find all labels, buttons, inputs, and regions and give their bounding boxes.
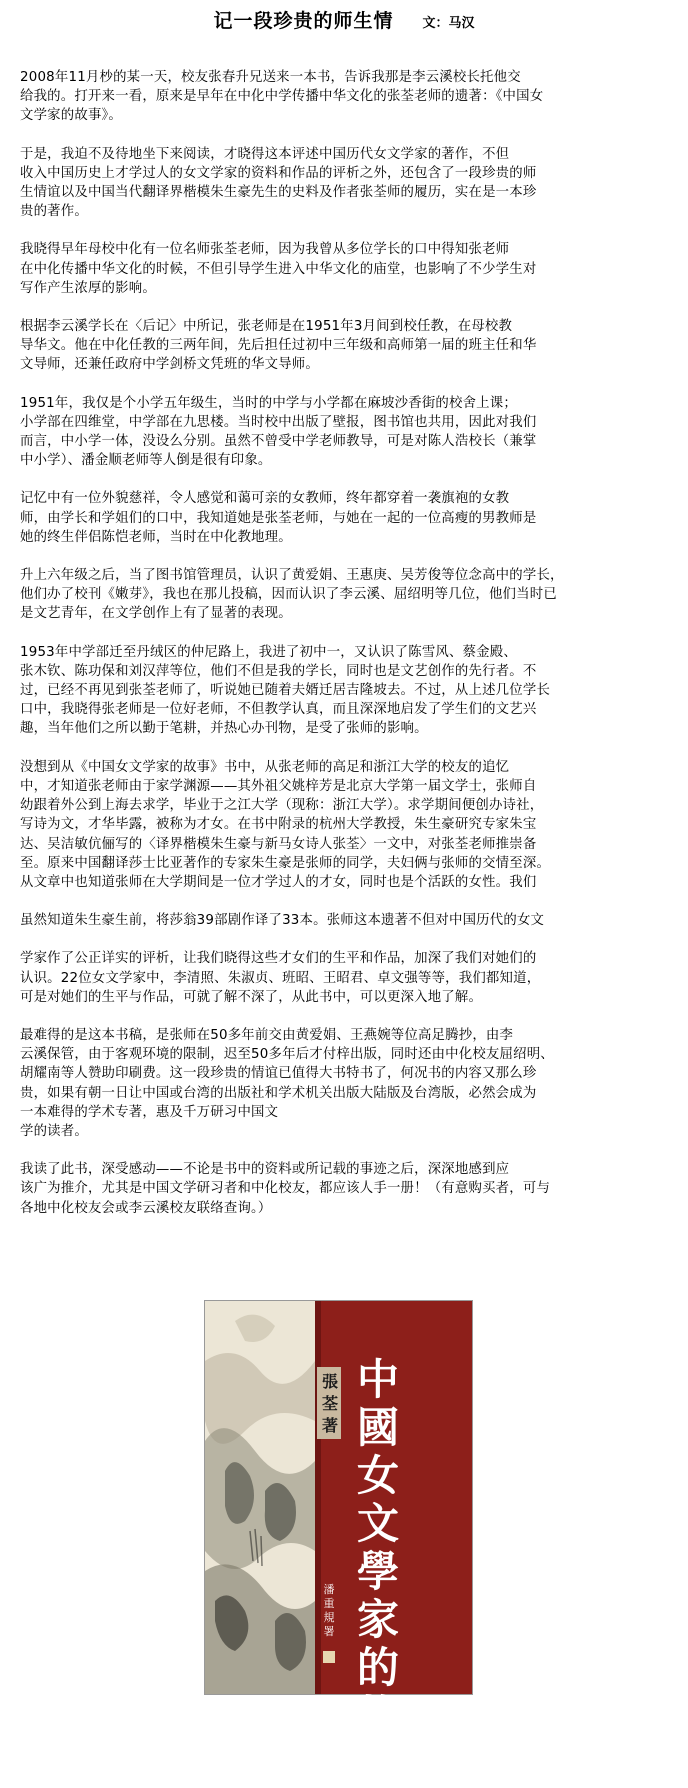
cover-title	[349, 1356, 407, 1788]
article-paragraph	[20, 145, 672, 222]
article-paragraph	[20, 911, 672, 930]
article-body	[20, 68, 672, 1237]
paragraph-line: 升上六年级之后，当了图书馆管理员，认识了黄爱娟、王惠庚、吴芳俊等位念高中的学长，	[20, 568, 564, 584]
paragraph-line: 学家作了公正详实的评析，让我们晓得这些才女们的生平和作品，加深了我们对她们的	[20, 951, 537, 967]
paragraph-line: 该广为推介，尤其是中国文学研习者和中化校友，都应该人手一册！（有意购买者，可与	[20, 1181, 551, 1197]
paragraph-line: 根据李云溪学长在〈后记〉中所记，张老师是在1951年3月间到校任教，在母校教	[20, 319, 513, 335]
paragraph-line: 达、吴洁敏伉俪写的〈译界楷模朱生豪与新马女诗人张荃〉一文中，对张荃老师推崇备	[20, 836, 537, 852]
paragraph-line: 于是，我迫不及待地坐下来阅读，才晓得这本评述中国历代女文学家的著作，不但	[20, 146, 510, 162]
paragraph-line: 文导师，还兼任政府中学剑桥文凭班的华文导师。	[20, 357, 319, 373]
paragraph-line: 她的终生伴侣陈恺老师，当时在中化教地理。	[20, 529, 292, 545]
paragraph-line: 我晓得早年母校中化有一位名师张荃老师，因为我曾从多位学长的口中得知张老师	[20, 242, 510, 258]
article-paragraph	[20, 566, 672, 624]
paragraph-line: 没想到从《中国女文学家的故事》书中，从张老师的高足和浙江大学的校友的追忆	[20, 759, 510, 775]
article-paragraph	[20, 1160, 672, 1218]
book-cover-image	[204, 1300, 473, 1788]
paragraph-line: 写作产生浓厚的影响。	[20, 280, 156, 296]
paragraph-line: 文学家的故事》。	[20, 108, 123, 124]
cover-title-char: 故	[356, 1691, 399, 1740]
cover-calligrapher-char: 潘	[323, 1583, 335, 1596]
paragraph-line: 虽然知道朱生豪生前，将莎翁39部剧作译了33本。张师这本遗著不但对中国历代的女文	[20, 913, 545, 929]
cover-author	[319, 1371, 341, 1437]
paragraph-line: 胡耀南等人赞助印刷费。这一段珍贵的情谊已值得大书特书了，何况书的内容又那么珍	[20, 1066, 537, 1082]
cover-title-char: 的	[356, 1643, 399, 1692]
article-paragraph	[20, 394, 672, 471]
paragraph-line: 而言，中小学一体，没设么分别。虽然不曾受中学老师教导，可是对陈人浩校长（兼掌	[20, 434, 537, 450]
cover-landscape-painting	[205, 1301, 315, 1694]
cover-calligrapher-char: 規	[323, 1611, 335, 1624]
paragraph-line: 生情谊以及中国当代翻译界楷模朱生豪先生的史料及作者张荃师的履历，实在是一本珍	[20, 185, 537, 201]
cover-title-char: 女	[356, 1451, 399, 1500]
paragraph-line: 我读了此书，深受感动——不论是书中的资料或所记载的事迹之后，深深地感到应	[20, 1162, 510, 1178]
article-paragraph	[20, 68, 672, 126]
paragraph-line: 小学部在四维堂，中学部在九思楼。当时校中出版了壁报，图书馆也共用，因此对我们	[20, 414, 537, 430]
paragraph-line: 导华文。他在中化任教的三两年间，先后担任过初中三年级和高师第一届的班主任和华	[20, 338, 537, 354]
paragraph-line: 云溪保管，由于客观环境的限制，迟至50多年后才付梓出版，同时还由中化校友屈绍明、	[20, 1047, 554, 1063]
paragraph-line: 中，才知道张老师由于家学渊源——其外祖父姚梓芳是北京大学第一届文学士，张师自	[20, 778, 537, 794]
paragraph-line: 2008年11月杪的某一天，校友张春升兄送来一本书，告诉我那是李云溪校长托他交	[20, 70, 521, 85]
paragraph-line: 记忆中有一位外貌慈祥，令人感觉和蔼可亲的女教师，终年都穿着一袭旗袍的女教	[20, 491, 510, 507]
cover-title-char: 文	[356, 1499, 399, 1548]
paragraph-line: 最难得的是这本书稿，是张师在50多年前交由黄爱娟、王燕婉等位高足腾抄，由李	[20, 1027, 514, 1043]
paragraph-line: 1953年中学部迁至丹绒区的仲尼路上，我进了初中一，又认识了陈雪风、蔡金殿、	[20, 644, 517, 660]
article-paragraph	[20, 317, 672, 375]
cover-title-char: 中	[356, 1355, 399, 1404]
paragraph-line: 认识。22位女文学家中，李清照、朱淑贞、班昭、王昭君、卓文强等等，我们都知道，	[20, 970, 541, 986]
cover-red-panel	[315, 1301, 472, 1788]
paragraph-line: 收入中国历史上才学过人的女文学家的资料和作品的评析之外，还包含了一段珍贵的师	[20, 165, 537, 181]
paragraph-line: 贵的著作。	[20, 204, 88, 220]
article-paragraph	[20, 489, 672, 547]
cover-calligrapher	[321, 1583, 337, 1639]
paragraph-line: 幼跟着外公到上海去求学，毕业于之江大学（现称：浙江大学）。求学期间便创办诗社，	[20, 798, 544, 814]
cover-author-char: 荃	[321, 1394, 338, 1413]
paragraph-line: 各地中化校友会或李云溪校友联络查询。）	[20, 1200, 272, 1216]
article-paragraph	[20, 949, 672, 1007]
landscape-painting-illustration	[205, 1301, 315, 1694]
article-title: 记一段珍贵的师生情	[213, 10, 394, 32]
paragraph-line: 在中化传播中华文化的时候，不但引导学生进入中华文化的庙堂，也影响了不少学生对	[20, 261, 537, 277]
paragraph-line: 中小学）、潘金顺老师等人倒是很有印象。	[20, 453, 272, 469]
paragraph-line: 至。原来中国翻译莎士比亚著作的专家朱生豪是张师的同学，夫妇俩与张师的交情至深。	[20, 855, 551, 871]
paragraph-line: 一本难得的学术专著，惠及千万研习中国文	[20, 1104, 279, 1120]
seal-stamp-icon	[323, 1651, 335, 1663]
paragraph-line: 他们办了校刊《嫩芽》，我也在那儿投稿，因而认识了李云溪、屈绍明等几位，他们当时已	[20, 587, 557, 603]
cover-title-char: 事	[356, 1739, 399, 1788]
article-paragraph	[20, 1026, 672, 1141]
cover-title-char: 學	[356, 1547, 399, 1596]
article-paragraph	[20, 758, 672, 892]
cover-author-char: 著	[321, 1416, 338, 1435]
cover-author-char: 張	[321, 1372, 338, 1391]
paragraph-line: 可是对她们的生平与作品，可就了解不深了，从此书中，可以更深入地了解。	[20, 989, 483, 1005]
paragraph-line: 张木钦、陈功保和刘汉萍等位，他们不但是我的学长，同时也是文艺创作的先行者。不	[20, 663, 537, 679]
paragraph-line: 师，由学长和学姐们的口中，我知道她是张荃老师，与她在一起的一位高瘦的男教师是	[20, 510, 537, 526]
paragraph-line: 给我的。打开来一看，原来是早年在中化中学传播中华文化的张荃老师的遗著：《中国女	[20, 89, 544, 105]
cover-title-char: 國	[356, 1403, 399, 1452]
paragraph-line: 过，已经不再见到张荃老师了，听说她已随着夫婿迁居吉隆坡去。不过，从上述几位学长	[20, 683, 551, 699]
article-header	[0, 6, 688, 33]
paragraph-line: 1951年，我仅是个小学五年级生，当时的中学与小学都在麻坡沙香街的校舍上课；	[20, 395, 517, 411]
cover-calligrapher-char: 署	[323, 1625, 335, 1638]
paragraph-line: 口中，我晓得张老师是一位好老师，不但教学认真，而且深深地启发了学生们的文艺兴	[20, 702, 537, 718]
cover-title-char: 家	[356, 1595, 399, 1644]
article-paragraph	[20, 240, 672, 298]
article-paragraph	[20, 643, 672, 739]
paragraph-line: 写诗为文，才华毕露，被称为才女。在书中附录的杭州大学教授，朱生豪研究专家朱宝	[20, 817, 537, 833]
paragraph-line: 从文章中也知道张师在大学期间是一位才学过人的才女，同时也是个活跃的女性。我们	[20, 874, 537, 890]
paragraph-line: 趣，当年他们之所以勤于笔耕，并热心办刊物，是受了张师的影响。	[20, 721, 428, 737]
paragraph-line: 学的读者。	[20, 1123, 88, 1139]
cover-calligrapher-char: 重	[323, 1597, 335, 1610]
paragraph-line: 贵，如果有朝一日让中国或台湾的出版社和学术机关出版大陆版及台湾版，必然会成为	[20, 1085, 537, 1101]
paragraph-line: 是文艺青年，在文学创作上有了显著的表现。	[20, 606, 292, 622]
article-byline: 文：马汉	[422, 16, 475, 31]
